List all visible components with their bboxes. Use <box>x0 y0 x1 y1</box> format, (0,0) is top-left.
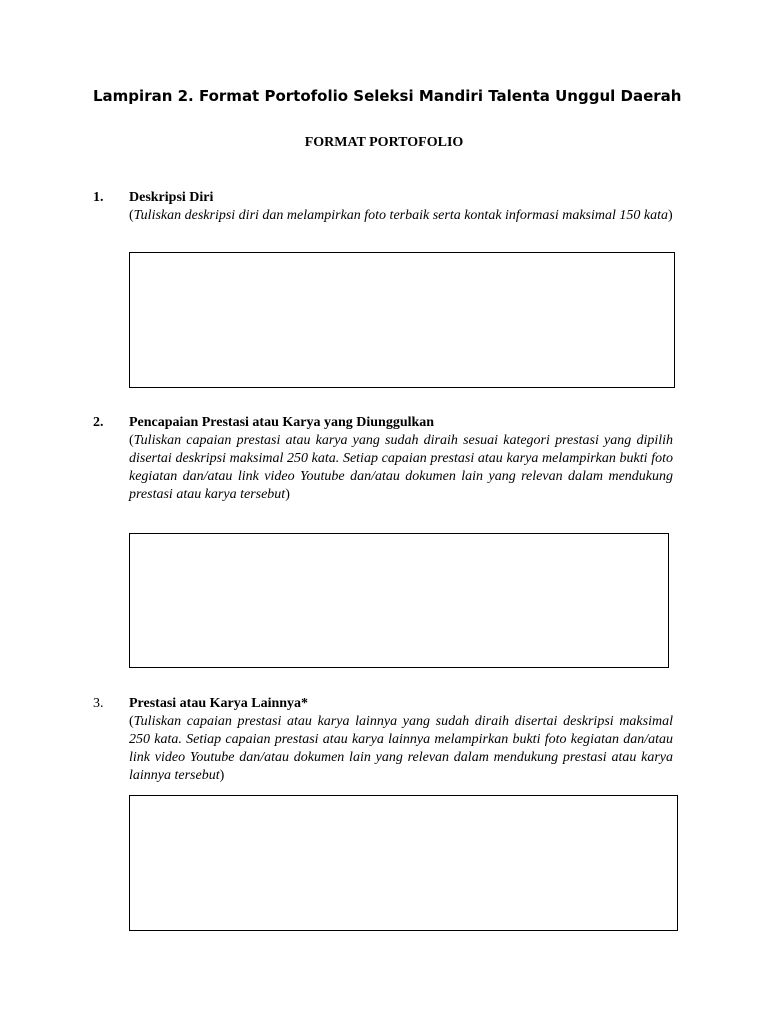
answer-box-prestasi-lainnya[interactable] <box>129 795 678 931</box>
section-description: (Tuliskan capaian prestasi atau karya yang sudah diraih sesuai kategori prestasi yang dipilih disertai deskripsi maksimal 250 kata. Setiap capaian prestasi atau karya melampirkan bukti foto kegiatan dan/atau link video Youtube dan/atau dokumen lain yang relevan dalam mendukung prestasi atau karya tersebut) <box>129 433 673 502</box>
section-description: (Tuliskan deskripsi diri dan melampirkan foto terbaik serta kontak informasi maksimal 150 kata) <box>129 208 673 223</box>
section-title: Deskripsi Diri <box>129 190 214 205</box>
answer-box-deskripsi-diri[interactable] <box>129 252 675 388</box>
section-content <box>129 189 673 225</box>
section-description: (Tuliskan capaian prestasi atau karya lainnya yang sudah diraih disertai deskripsi maksimal 250 kata. Setiap capaian prestasi atau karya lainnya melampirkan bukti foto kegiatan dan/atau link video Youtube dan/atau dokumen lain yang relevan dalam mendukung prestasi atau karya lainnya tersebut) <box>129 714 673 783</box>
answer-box-pencapaian-prestasi[interactable] <box>129 533 669 668</box>
section-title: Pencapaian Prestasi atau Karya yang Diunggulkan <box>129 415 435 430</box>
document-subtitle: FORMAT PORTOFOLIO <box>304 135 464 150</box>
section-number: 3. <box>93 696 104 711</box>
section-title: Prestasi atau Karya Lainnya* <box>129 696 309 711</box>
section-number: 2. <box>93 415 104 430</box>
document-heading: Lampiran 2. Format Portofolio Seleksi Mandiri Talenta Unggul Daerah <box>93 87 682 105</box>
section-content <box>129 414 673 504</box>
section-number: 1. <box>93 190 104 205</box>
section-content <box>129 695 673 785</box>
